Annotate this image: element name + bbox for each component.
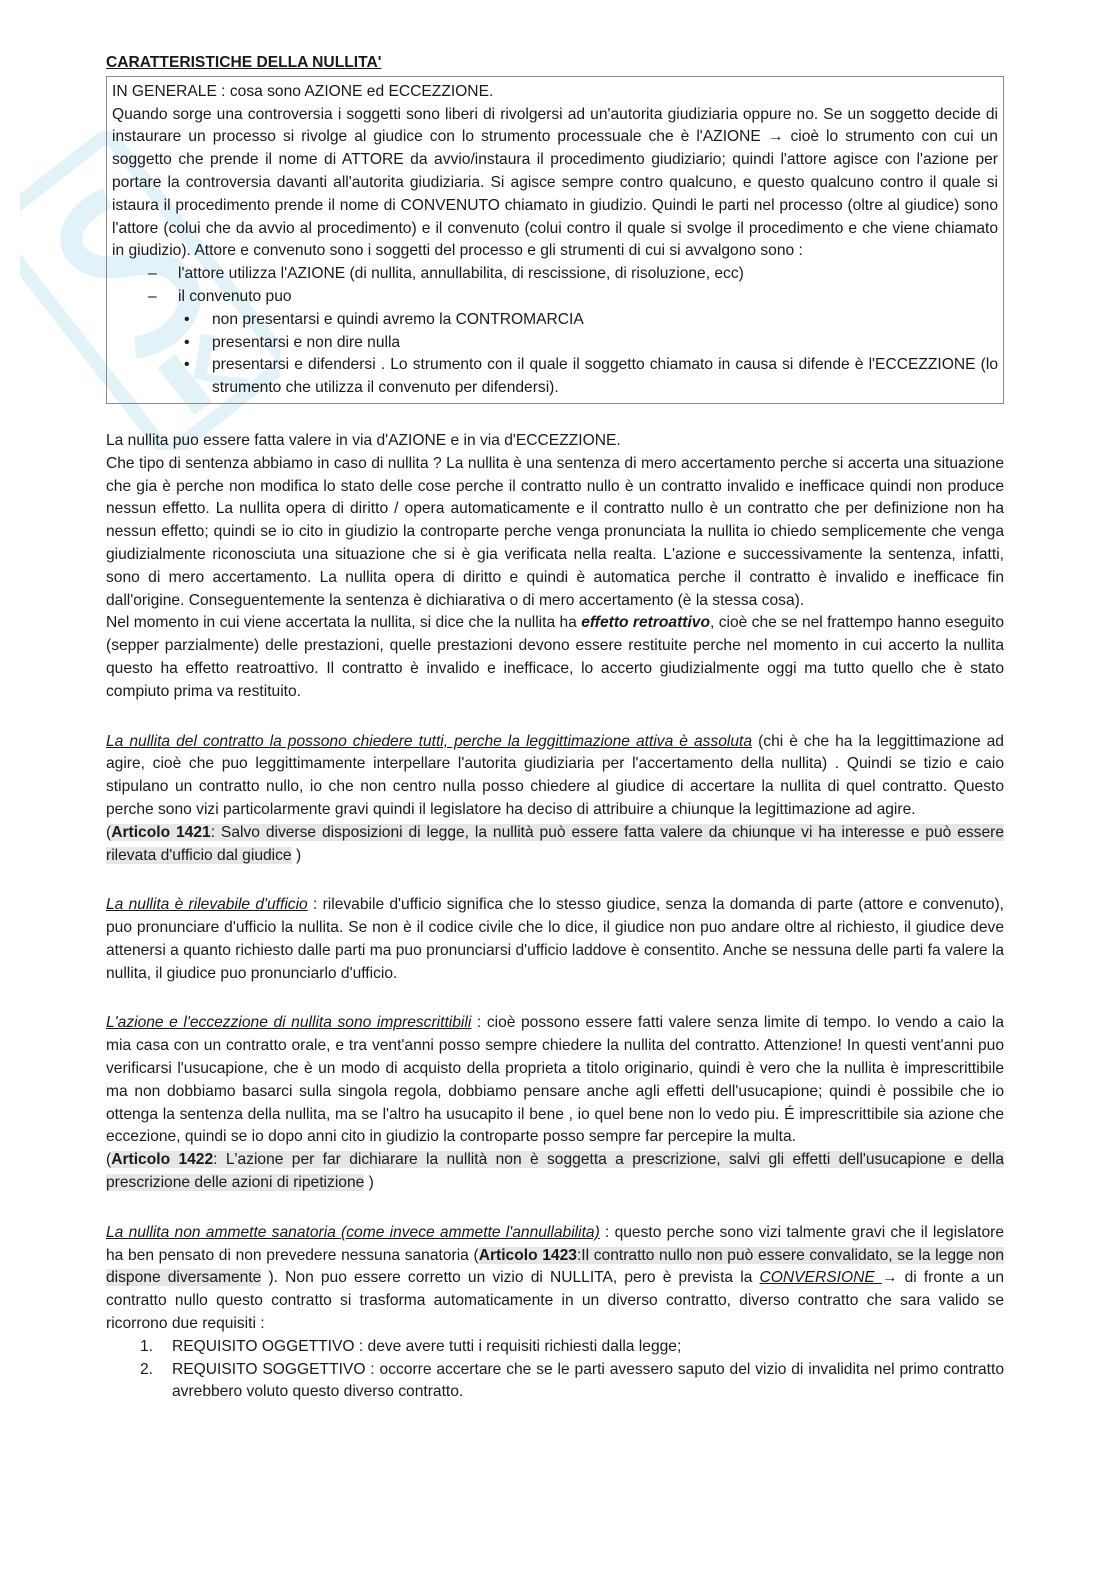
document-page bbox=[106, 52, 1004, 1404]
section3-paragraph: La nullita è rilevabile d'ufficio : rilevabile d'ufficio significa che lo stesso giudice, senza la domanda di parte (attore e convenuto), puo pronunciare d'ufficio la nullita. Se non è il codice civile che lo dice, il giudice non puo andare oltre al richiesto, il giudice deve attenersi a quanto richiesto dalle parti ma puo pronunciarsi d'ufficio laddove è consentito. Anche se nessuna delle parti fa valere la nullita, il giudice puo pronunciarlo d'ufficio. bbox=[106, 896, 1005, 982]
dash-item: – l'attore utilizza l'AZIONE (di nullita, annullabilita, di rescissione, di risoluzione, ecc) bbox=[112, 263, 998, 286]
conversion-term: CONVERSIONE bbox=[759, 1269, 882, 1287]
requisites-list bbox=[106, 1336, 1004, 1404]
section1-intro: La nullita puo essere fatta valere in via d'AZIONE e in via d'ECCEZZIONE. bbox=[106, 431, 621, 449]
intro-box bbox=[106, 76, 1004, 404]
section1-retroactive: Nel momento in cui viene accertata la nullita, si dice che la nullita ha effetto retroattivo, cioè che se nel frattempo hanno eseguito (sepper parzialmente) delle prestazioni, quelle prestazioni devono essere restituite perche nel momento in cui accerto la nullita questo ha effetto reatroattivo. Il contratto è invalido e inefficace, lo accerto giudizialmente oggi ma tutto quello che è stato compiuto prima va restituito. bbox=[106, 614, 1004, 700]
section5-paragraph: La nullita non ammette sanatoria (come invece ammette l'annullabilita) : questo perche sono vizi talmente gravi che il legislatore ha ben pensato di non prevedere nessuna sanatoria (Articolo 1423:Il contratto nullo non può essere convalidato, se la legge non dispone diversamente ). Non puo essere corretto un vizio di NULLITA, pero è prevista la CONVERSIONE → di fronte a un contratto nullo questo contratto si trasforma automaticamente in un diverso contratto, diverso contratto che sara valido se ricorrono due requisiti : bbox=[106, 1223, 1005, 1333]
list-item: 1. REQUISITO OGGETTIVO : deve avere tutti i requisiti richiesti dalla legge; bbox=[140, 1337, 682, 1355]
bullet-list bbox=[112, 309, 998, 400]
section3-lead: La nullita è rilevabile d'ufficio bbox=[106, 896, 308, 914]
article-label: Articolo 1421 bbox=[111, 823, 211, 841]
section2-paragraph: La nullita del contratto la possono chiedere tutti, perche la leggittimazione attiva è assoluta (chi è che ha la leggittimazione ad agire, cioè che puo leggittimamente interpellare l'autorita giudiziaria per l'accertamento della nullita) . Quindi se tizio e caio stipulano un contratto nullo, io che non centro nulla posso chiedere al giudice di accertare la nullita di quel contratto. Questo perche sono vizi particolarmente gravi quindi il legislatore ha deciso di attribuire a chiunque la legittimazione ad agire. bbox=[106, 732, 1004, 818]
dash-item: – il convenuto puo • non presentarsi e quindi avremo la CONTROMARCIA • presentarsi e non dire nulla • presentarsi e difendersi . Lo strumento con il quale il soggetto chiamato in causa si difende è l'ECCEZZIONE (lo strumento che utilizza il convenuto per difendersi). bbox=[112, 286, 998, 400]
box-heading: IN GENERALE : cosa sono AZIONE ed ECCEZZIONE. bbox=[112, 82, 494, 100]
emphasis-term: effetto retroattivo bbox=[581, 614, 711, 632]
section4-lead: L'azione e l'eccezzione di nullita sono imprescrittibili bbox=[106, 1014, 472, 1032]
bullet-item: • presentarsi e non dire nulla bbox=[112, 332, 998, 355]
section5-lead: La nullita non ammette sanatoria (come invece ammette l'annullabilita) bbox=[106, 1223, 600, 1241]
article-1422: (Articolo 1422: L'azione per far dichiarare la nullità non è soggetta a prescrizione, salvi gli effetti dell'usucapione e della prescrizione delle azioni di ripetizione ) bbox=[106, 1151, 1004, 1192]
bullet-item: • presentarsi e difendersi . Lo strumento con il quale il soggetto chiamato in causa si difende è l'ECCEZZIONE (lo strumento che utilizza il convenuto per difendersi). bbox=[112, 354, 998, 400]
list-item: 2. REQUISITO SOGGETTIVO : occorre accertare che se le parti avessero saputo del vizio di invalidita nel primo contratto avrebbero voluto questo diverso contratto. bbox=[140, 1360, 1004, 1401]
section1-paragraph: Che tipo di sentenza abbiamo in caso di nullita ? La nullita è una sentenza di mero accertamento perche si accerta una situazione che gia è perche non modifica lo stato delle cose perche il contratto nullo è un contratto invalido e inefficace quindi non produce nessun effetto. La nullita opera di diritto / opera automaticamente e il contratto nullo è un contratto che per definizione non ha nessun effetto; quindi se io cito in giudizio la controparte perche venga pronunciata la nullita io chiedo semplicemente che venga giudizialmente riconosciuta una situazione che si è gia verificata nella realta. L'azione e successivamente la sentenza, infatti, sono di mero accertamento. La nullita opera di diritto e quindi è automatica perche il contratto è invalido e inefficace fin dall'origine. Conseguentemente la sentenza è dichiarativa o di mero accertamento (è la stessa cosa). bbox=[106, 454, 1004, 609]
article-label: Articolo 1422 bbox=[111, 1151, 214, 1169]
document-title: CARATTERISTICHE DELLA NULLITA' bbox=[106, 54, 382, 71]
section4-paragraph: L'azione e l'eccezzione di nullita sono imprescrittibili : cioè possono essere fatti valere senza limite di tempo. Io vendo a caio la mia casa con un contratto orale, e tra vent'anni posso sempre chiedere la nullita del contratto. Attenzione! In questi vent'anni puo verificarsi l'usucapione, che è un modo di acquisto della proprieta a titolo originario, quindi è vero che la nullita è imprescrittibile ma non dobbiamo basarci sulla singola regola, dobbiamo pensare anche agli effetti dell'usucapione; quindi è possibile che io ottenga la sentenza della nullita, ma se l'altro ha usucapito il bene , io quel bene non lo vedo piu. É imprescrittibile sia azione che eccezione, quindi se io dopo anni cito in giudizio la controparte posso sempre far percepire la multa. bbox=[106, 1014, 1004, 1146]
box-paragraph: Quando sorge una controversia i soggetti sono liberi di rivolgersi ad un'autorita giudiziaria oppure no. Se un soggetto decide di instaurare un processo si rivolge al giudice con lo strumento processuale che è l'AZIONE → cioè lo strumento con cui un soggetto che prende il nome di ATTORE da avvio/instaura il procedimento giudiziario; quindi l'attore agisce con l'azione per portare la controversia davanti all'autorita giudiziaria. Si agisce sempre contro qualcuno, e questo qualcuno contro il quale si istaura il procedimento prende il nome di CONVENUTO chiamato in giudizio. Quindi le parti nel processo (oltre al giudice) sono l'attore (colui che da avvio al procedimento) e il convenuto (colui contro il quale si svolge il procedimento e che viene chiamato in giudizio). Attore e convenuto sono i soggetti del processo e gli strumenti di cui si avvalgono sono : bbox=[112, 105, 998, 260]
bullet-item: • non presentarsi e quindi avremo la CONTROMARCIA bbox=[112, 309, 998, 332]
article-1421: (Articolo 1421: Salvo diverse disposizioni di legge, la nullità può essere fatta valere da chiunque vi ha interesse e può essere rilevata d'ufficio dal giudice ) bbox=[106, 823, 1004, 864]
dash-list bbox=[112, 263, 998, 400]
article-label: Articolo 1423 bbox=[478, 1246, 577, 1264]
section2-lead: La nullita del contratto la possono chiedere tutti, perche la leggittimazione attiva è assoluta bbox=[106, 732, 753, 750]
